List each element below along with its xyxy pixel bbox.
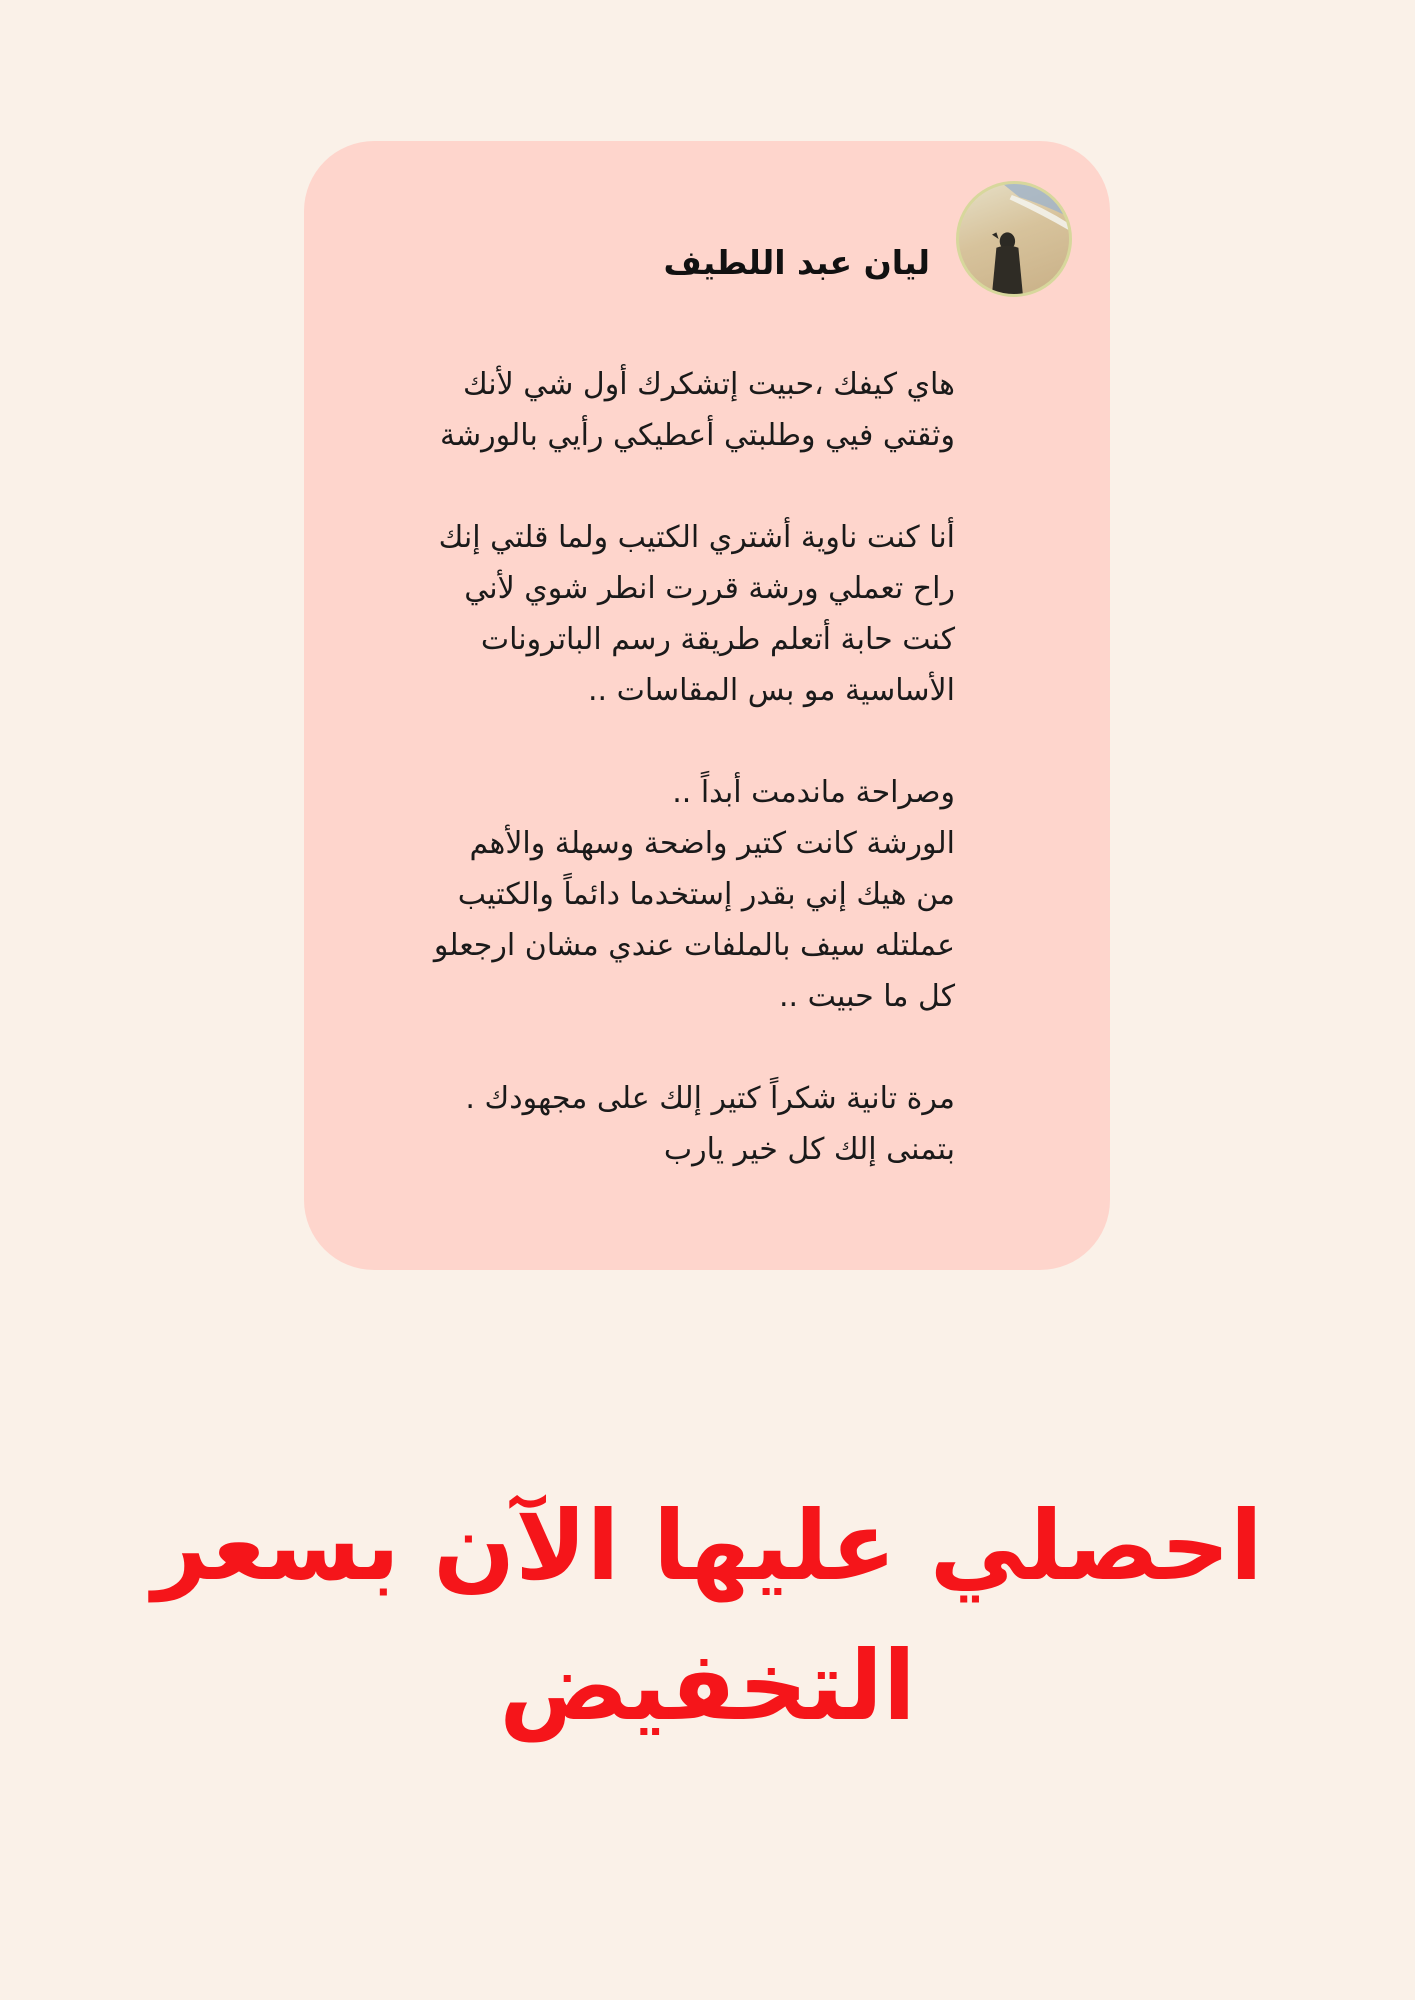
message-paragraph: وصراحة ماندمت أبداً .. الورشة كانت كتير واضحة وسهلة والأهم من هيك إني بقدر إستخدما دائماً والكتيب عملتله سيف بالملفات عندي مشان ارجعلو كل ما حبيت ..	[433, 775, 955, 1014]
avatar-photo-icon	[959, 184, 1069, 294]
avatar	[956, 181, 1072, 297]
message-paragraph: هاي كيفك ،حبيت إتشكرك أول شي لأنك وثقتي فيي وطلبتي أعطيكي رأيي بالورشة	[439, 367, 955, 453]
author-name: ليان عبد اللطيف	[663, 243, 930, 282]
testimonial-message	[335, 359, 955, 1175]
cta-headline: احصلي عليها الآن بسعر التخفيض	[152, 1490, 1263, 1742]
testimonial-card	[304, 141, 1110, 1270]
message-paragraph: مرة تانية شكراً كتير إلك على مجهودك . بتمنى إلك كل خير يارب	[465, 1081, 955, 1167]
message-paragraph: أنا كنت ناوية أشتري الكتيب ولما قلتي إنك راح تعملي ورشة قررت انطر شوي لأني كنت حابة أتعلم طريقة رسم الباترونات الأساسية مو بس المقاسات ..	[438, 520, 955, 708]
